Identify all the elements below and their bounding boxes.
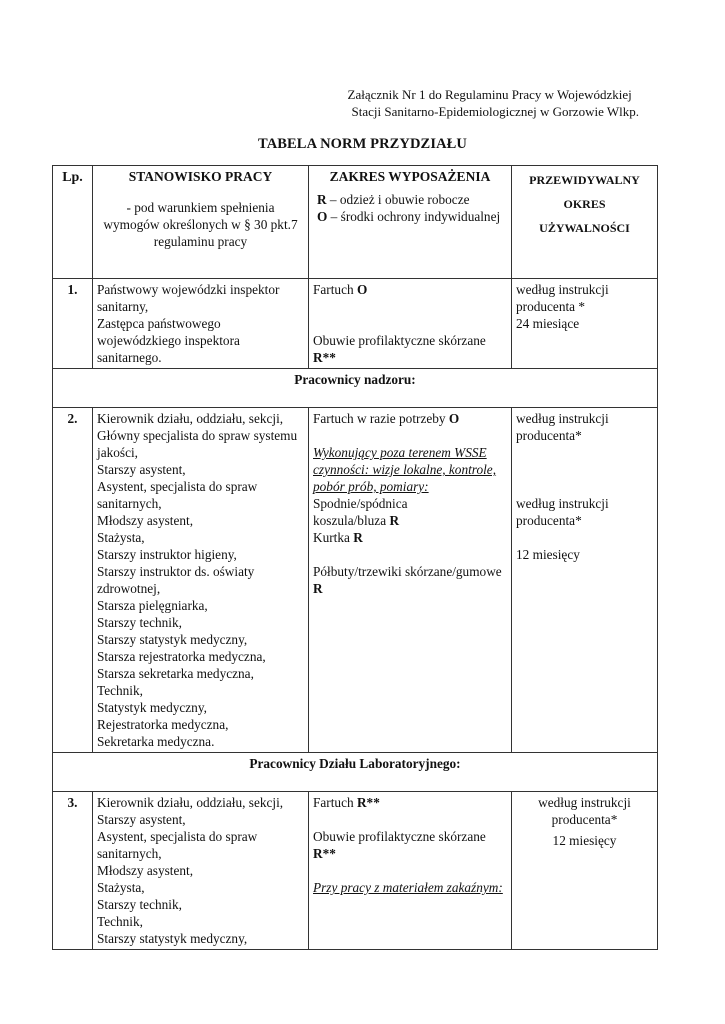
attachment-line-2: Stacji Sanitarno-Epidemiologicznej w Gorzowie Wlkp. <box>351 104 639 119</box>
field-work-note: Wykonujący poza terenem WSSE czynności: wizje lokalne, kontrole, pobór prób, pomiary: <box>313 445 497 494</box>
attachment-note <box>348 86 640 120</box>
header-okres: PRZEWIDYWALNY OKRES UŻYWALNOŚCI <box>512 166 658 279</box>
page-title: TABELA NORM PRZYDZIAŁU <box>258 136 467 152</box>
table-row <box>53 279 658 369</box>
period-cell: według instrukcji producenta * 24 miesiące <box>512 279 658 369</box>
positions-cell: Kierownik działu, oddziału, sekcji, Starszy asystent, Asystent, specjalista do spraw sanitarnych, Młodszy asystent, Stażysta, Starszy technik, Technik, Starszy statystyk medyczny, <box>93 792 309 950</box>
period-cell: według instrukcji producenta* według instrukcji producenta* 12 miesięcy <box>512 408 658 753</box>
legend-o: O – środki ochrony indywidualnej <box>317 209 501 224</box>
row-number: 3. <box>53 792 93 950</box>
table-row <box>53 792 658 950</box>
header-zakres <box>309 166 512 279</box>
section-row-laboratory: Pracownicy Działu Laboratoryjnego: <box>53 753 658 792</box>
header-stanowisko <box>93 166 309 279</box>
section-row-supervision: Pracownicy nadzoru: <box>53 369 658 408</box>
table-header-row <box>53 166 658 279</box>
positions-cell: Państwowy wojewódzki inspektor sanitarny, Zastępca państwowego wojewódzkiego inspektora sanitarnego. <box>93 279 309 369</box>
row-number: 1. <box>53 279 93 369</box>
period-cell: według instrukcji producenta* 12 miesięcy <box>512 792 658 950</box>
positions-cell: Kierownik działu, oddziału, sekcji, Główny specjalista do spraw systemu jakości, Starszy asystent, Asystent, specjalista do spraw sanitarnych, Młodszy asystent, Stażysta, Starszy instruktor higieny, Starszy instruktor ds. oświaty zdrowotnej, Starsza pielęgniarka, Starszy technik, Starszy statystyk medyczny, Starsza rejestratorka medyczna, Starsza sekretarka medyczna, Technik, Statystyk medyczny, Rejestratorka medyczna, Sekretarka medyczna. <box>93 408 309 753</box>
table-row <box>53 408 658 753</box>
header-stanowisko-title: STANOWISKO PRACY <box>128 169 273 184</box>
row-number: 2. <box>53 408 93 753</box>
infectious-material-note: Przy pracy z materiałem zakaźnym: <box>313 880 503 895</box>
header-stanowisko-note: - pod warunkiem spełnienia wymogów określonych w § 30 pkt.7 regulaminu pracy <box>103 200 298 249</box>
equipment-cell: Fartuch R** Obuwie profilaktyczne skórzane R** Przy pracy z materiałem zakaźnym: <box>309 792 512 950</box>
attachment-line-1: Załącznik Nr 1 do Regulaminu Pracy w Wojewódzkiej <box>347 87 632 102</box>
norms-table <box>52 165 658 950</box>
header-zakres-title: ZAKRES WYPOSAŻENIA <box>329 169 491 184</box>
legend-r: R – odzież i obuwie robocze <box>317 192 470 207</box>
header-lp: Lp. <box>53 166 93 279</box>
equipment-cell: Fartuch O Obuwie profilaktyczne skórzane R** <box>309 279 512 369</box>
equipment-cell: Fartuch w razie potrzeby O Wykonujący poza terenem WSSE czynności: wizje lokalne, kontrole, pobór prób, pomiary: Spodnie/spódnica koszula/bluza R Kurtka R Półbuty/trzewiki skórzane/gumowe R <box>309 408 512 753</box>
